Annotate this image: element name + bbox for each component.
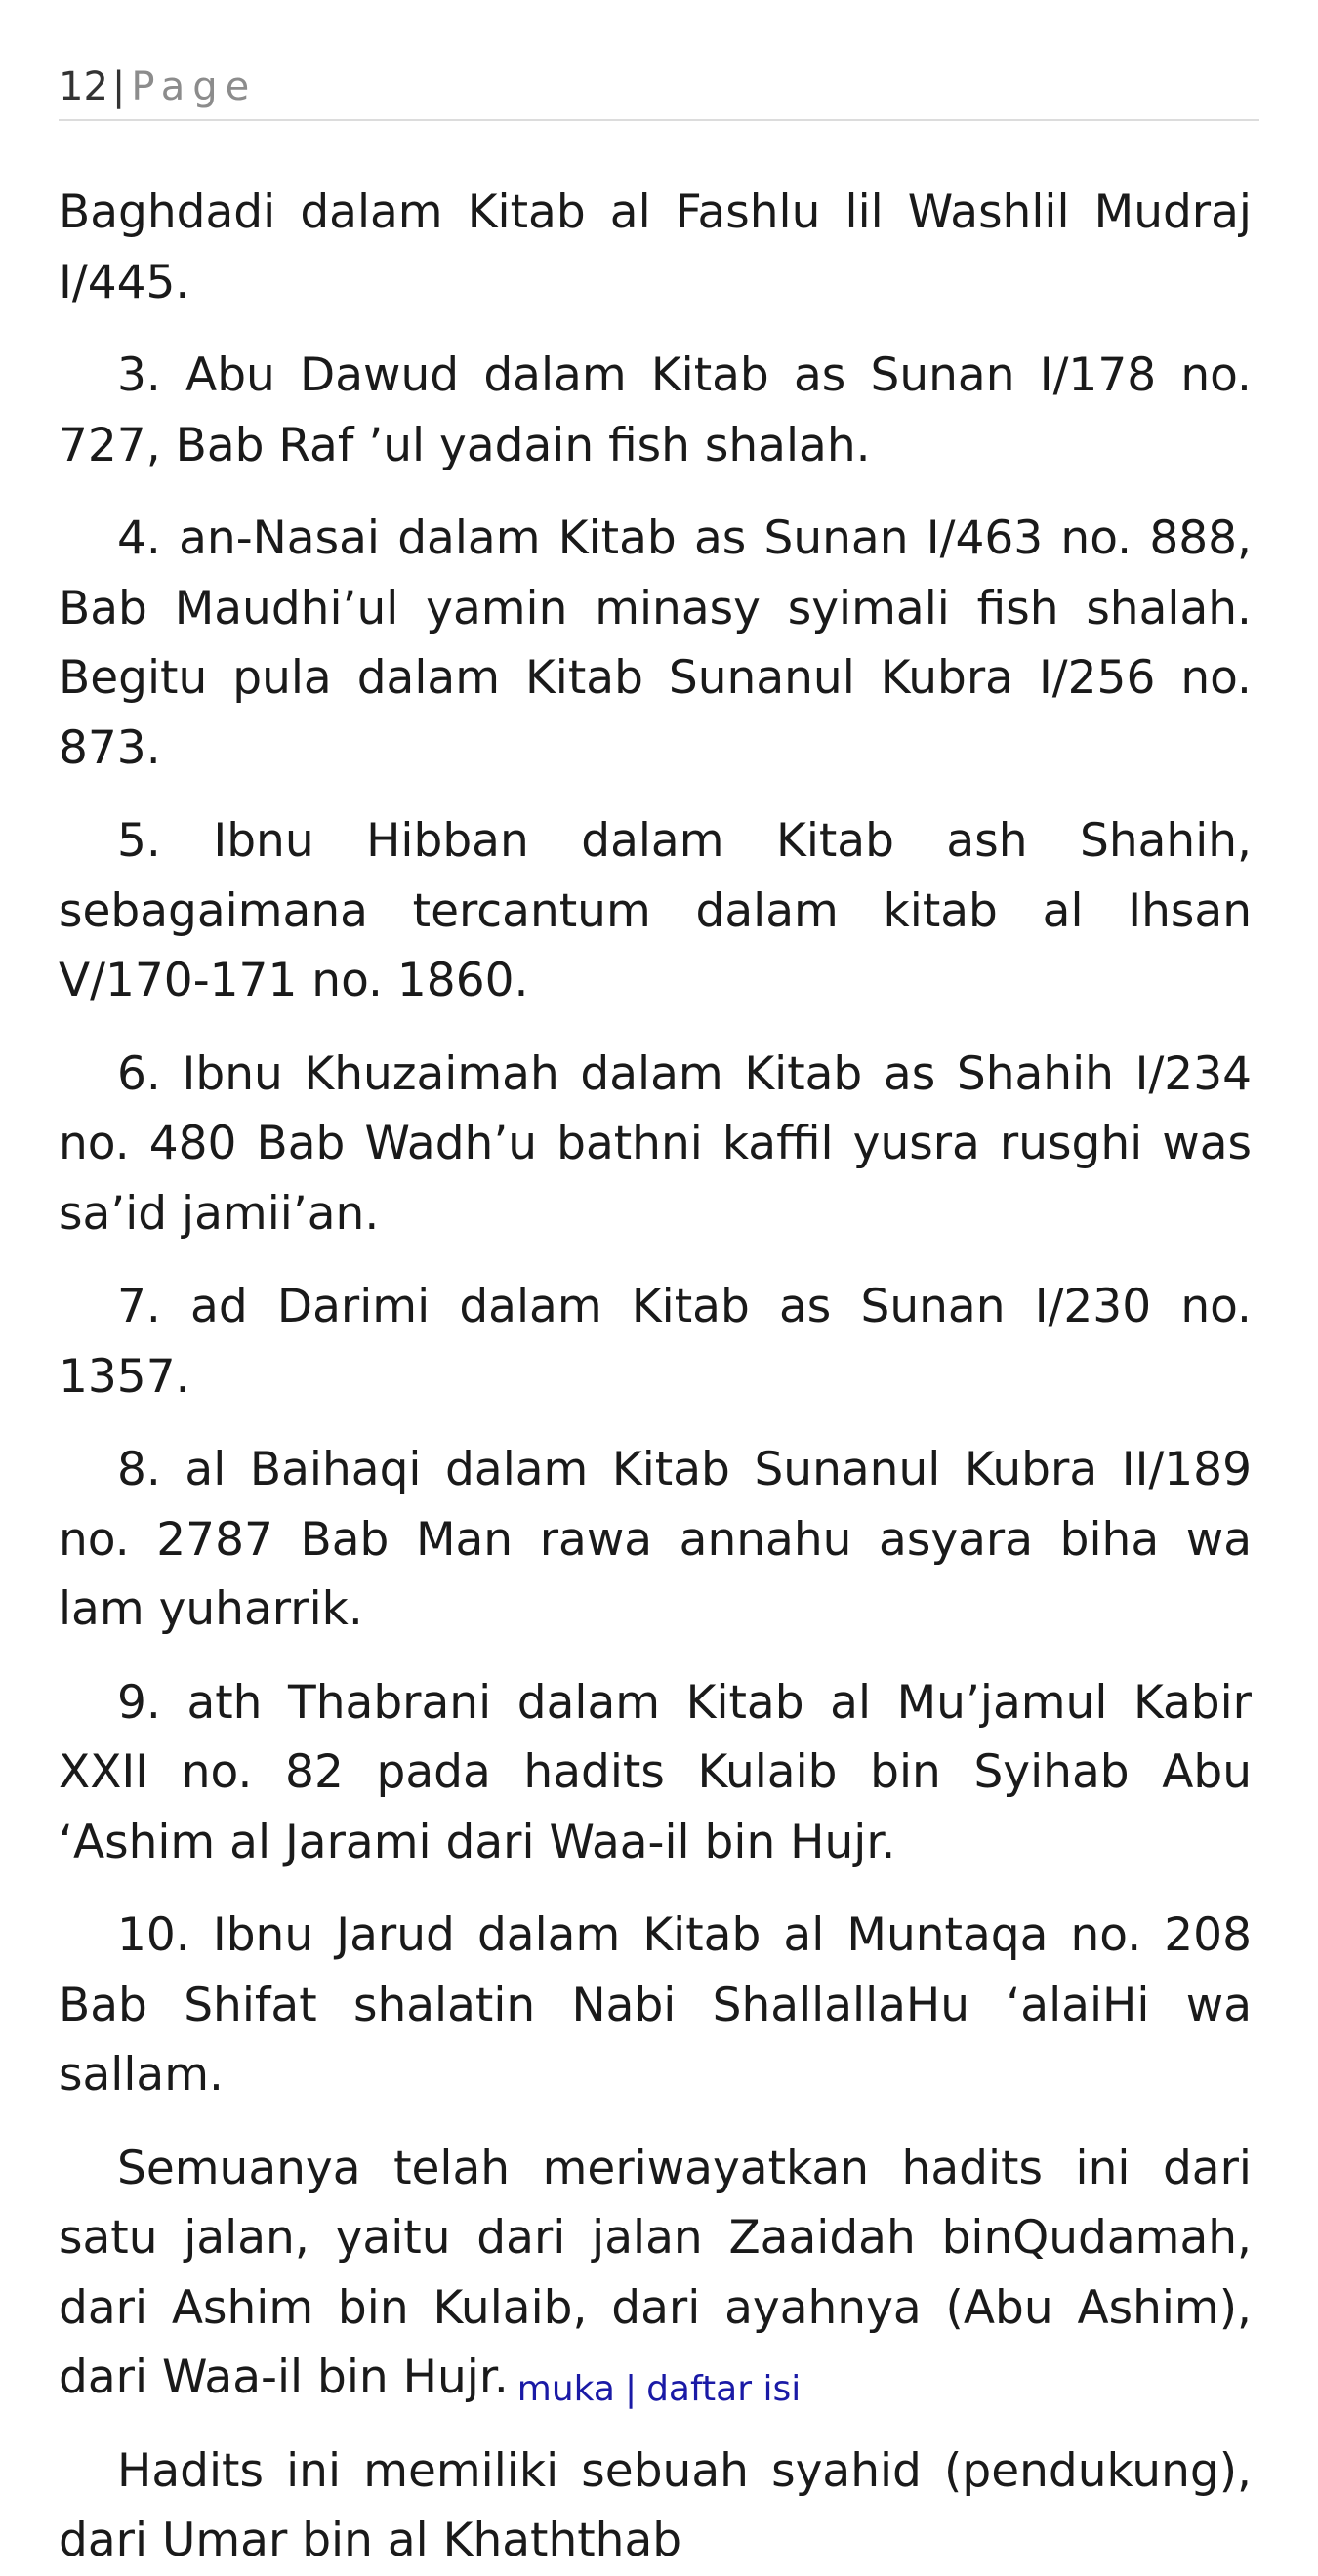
list-item-6: 6. Ibnu Khuzaimah dalam Kitab as Shahih I/234 no. 480 Bab Wadh’u bathni kaffil yusra rusghi was sa’id jamii’an. xyxy=(59,1046,1252,1241)
page-label: Page xyxy=(131,64,258,109)
document-body xyxy=(59,178,1252,2576)
footer-navigation xyxy=(0,2366,1318,2413)
list-item-8: 8. al Baihaqi dalam Kitab Sunanul Kubra II/189 no. 2787 Bab Man rawa annahu asyara biha wa lam yuharrik. xyxy=(59,1443,1252,1636)
paragraph-continuation: Baghdadi dalam Kitab al Fashlu lil Washlil Mudraj I/445. xyxy=(59,185,1252,309)
table-of-contents-link[interactable]: daftar isi xyxy=(646,2369,802,2409)
home-link[interactable]: muka xyxy=(516,2369,615,2409)
page-header xyxy=(59,55,1259,121)
list-item-4: 4. an-Nasai dalam Kitab as Sunan I/463 no. 888, Bab Maudhi’ul yamin minasy syimali fish shalah. Begitu pula dalam Kitab Sunanul Kubra I/256 no. 873. xyxy=(59,511,1252,775)
list-item-3: 3. Abu Dawud dalam Kitab as Sunan I/178 no. 727, Bab Raf ’ul yadain fish shalah. xyxy=(59,348,1252,472)
syahid-paragraph: Hadits ini memiliki sebuah syahid (pendukung), dari Umar bin al Khaththab xyxy=(59,2443,1252,2567)
list-item-7: 7. ad Darimi dalam Kitab as Sunan I/230 no. 1357. xyxy=(59,1280,1252,1404)
list-item-5: 5. Ibnu Hibban dalam Kitab ash Shahih, sebagaimana tercantum dalam kitab al Ihsan V/170-171 no. 1860. xyxy=(59,814,1252,1007)
nav-separator: | xyxy=(624,2369,638,2409)
list-item-9: 9. ath Thabrani dalam Kitab al Mu’jamul Kabir XXII no. 82 pada hadits Kulaib bin Syihab Abu ‘Ashim al Jarami dari Waa-il bin Hujr. xyxy=(59,1675,1252,1869)
page-header-separator: | xyxy=(111,64,126,109)
list-item-10: 10. Ibnu Jarud dalam Kitab al Muntaqa no. 208 Bab Shifat shalatin Nabi ShallallaHu ‘alaiHi wa sallam. xyxy=(59,1908,1252,2102)
summary-paragraph: Semuanya telah meriwayatkan hadits ini dari satu jalan, yaitu dari jalan Zaaidah binQudamah, dari Ashim bin Kulaib, dari ayahnya (Abu Ashim), dari Waa-il bin Hujr. xyxy=(59,2141,1252,2404)
page-number: 12 xyxy=(59,64,108,109)
